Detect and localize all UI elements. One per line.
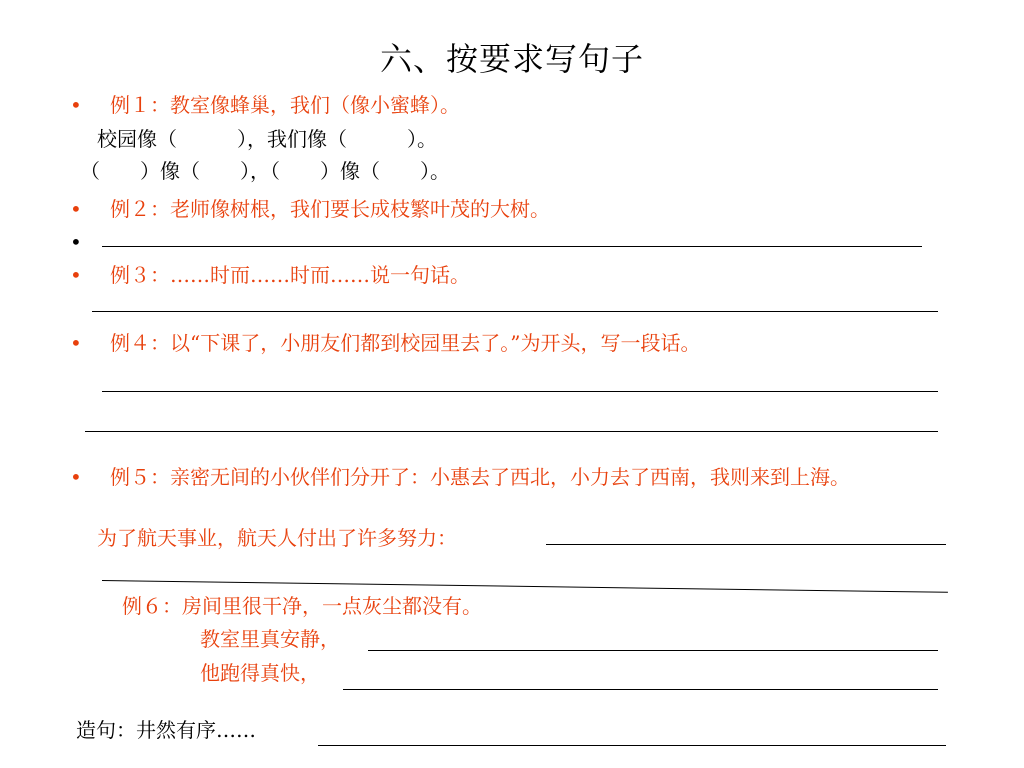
bullet-ex5: • bbox=[70, 465, 82, 489]
idiom-sentence-prompt: 造句：井然有序…… bbox=[76, 718, 256, 742]
example-4-prompt: 例４：以“下课了，小朋友们都到校园里去了。”为开头，写一段话。 bbox=[110, 331, 701, 355]
example-5-prompt: 例５：亲密无间的小伙伴们分开了：小惠去了西北，小力去了西南，我则来到上海。 bbox=[110, 465, 850, 489]
bullet-ex2: • bbox=[70, 197, 82, 221]
answer-line-idiom[interactable] bbox=[318, 745, 946, 746]
example-3-prompt: 例３：……时而……时而……说一句话。 bbox=[110, 263, 470, 287]
page-title: 六、按要求写句子 bbox=[379, 40, 644, 78]
answer-line-ex2[interactable] bbox=[102, 246, 922, 247]
answer-line-ex3[interactable] bbox=[92, 311, 938, 312]
example-1-prompt: 例１：教室像蜂巢，我们（像小蜜蜂）。 bbox=[110, 93, 460, 117]
example-6-prompt: 例６：房间里很干净，一点灰尘都没有。 bbox=[122, 594, 482, 618]
example-2-prompt: 例２：老师像树根，我们要长成枝繁叶茂的大树。 bbox=[110, 197, 550, 221]
example-5-task: 为了航天事业，航天人付出了许多努力： bbox=[97, 526, 457, 550]
example-1-line-1: 校园像（ ），我们像（ ）。 bbox=[97, 127, 437, 151]
example-6-task-2: 他跑得真快， bbox=[200, 661, 320, 685]
answer-line-ex6-2[interactable] bbox=[343, 689, 938, 690]
answer-line-ex4-2[interactable] bbox=[85, 431, 938, 432]
bullet-ex3: • bbox=[70, 263, 82, 287]
answer-line-ex5-2[interactable] bbox=[102, 580, 948, 593]
answer-line-ex6-1[interactable] bbox=[368, 650, 938, 651]
answer-line-ex4-1[interactable] bbox=[102, 391, 938, 392]
bullet-ex1: • bbox=[70, 93, 82, 117]
bullet-ex4: • bbox=[70, 331, 82, 355]
example-6-task-1: 教室里真安静， bbox=[200, 627, 340, 651]
example-1-line-2: （ ）像（ ），（ ）像（ ）。 bbox=[80, 159, 450, 183]
bullet-answer-2: • bbox=[70, 230, 82, 254]
answer-line-ex5-1[interactable] bbox=[546, 544, 946, 545]
